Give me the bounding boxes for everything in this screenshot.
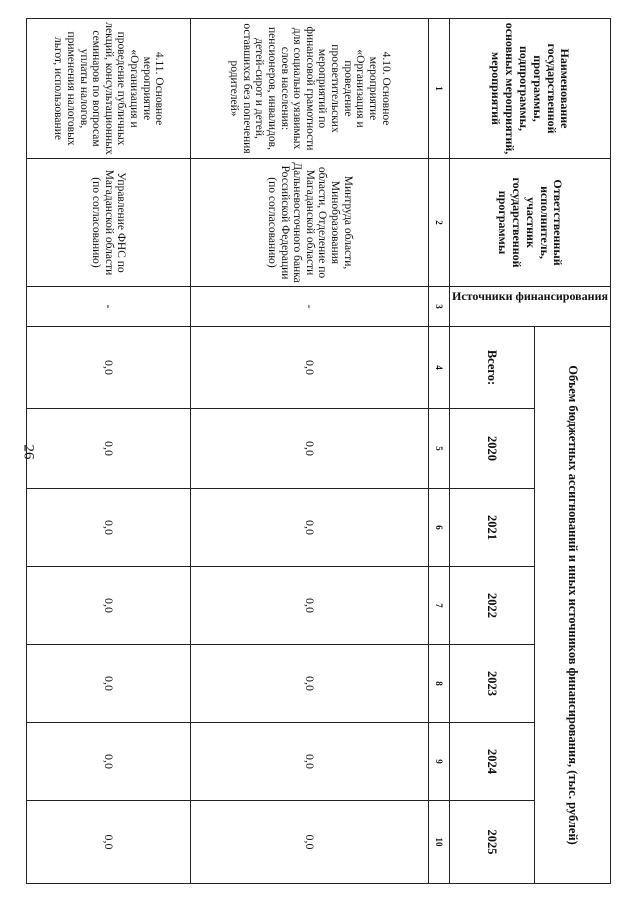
row-executor: Управление ФНС по Магаданской области (по согласованию) (27, 159, 191, 287)
column-number: 5 (429, 409, 450, 489)
header-executor: Ответственный исполнитель, участник государственной программы (450, 159, 611, 287)
row-value-2021: 0,0 (191, 489, 429, 567)
column-number: 10 (429, 801, 450, 884)
column-number: 8 (429, 645, 450, 723)
column-number: 7 (429, 567, 450, 645)
header-year-2021: 2021 (450, 489, 535, 567)
row-value-2020: 0,0 (191, 409, 429, 489)
table-row (27, 19, 191, 884)
row-name: 4.11. Основное мероприятие «Организация и проведение публичных лекций, консультационных семинаров по вопросам уплаты налогов, применения налоговых льгот, использование (27, 19, 191, 159)
header-volume: Объем бюджетных ассигнований и иных источников финансирования, (тыс. рублей) (535, 327, 611, 884)
header-source (450, 287, 611, 327)
row-value-2022: 0,0 (27, 567, 191, 645)
row-value-2022: 0,0 (191, 567, 429, 645)
row-name: 4.10. Основное мероприятие «Организация и проведение просветительских мероприятий по финансовой грамотности для социально уязвимых слоев населения: пенсионеров, инвалидов, детей-сирот и детей, оставшихся без попечения родителей» (191, 19, 429, 159)
row-source: - (27, 287, 191, 327)
row-value-2023: 0,0 (27, 645, 191, 723)
column-number: 6 (429, 489, 450, 567)
row-value-2024: 0,0 (191, 723, 429, 801)
row-value-2025: 0,0 (191, 801, 429, 884)
header-year-2024: 2024 (450, 723, 535, 801)
header-year-2025: 2025 (450, 801, 535, 884)
row-value-2025: 0,0 (27, 801, 191, 884)
column-number: 2 (429, 159, 450, 287)
header-total: Всего: (450, 327, 535, 409)
row-executor: Минтруда области, Минобразования области, Отделение по Магаданской области Дальневосточного банка Российской Федерации (по согласованию) (191, 159, 429, 287)
row-value-total: 0,0 (27, 327, 191, 409)
row-source: - (191, 287, 429, 327)
header-year-2022: 2022 (450, 567, 535, 645)
page-number: 26 (20, 444, 37, 460)
column-number: 1 (429, 19, 450, 159)
row-value-2020: 0,0 (27, 409, 191, 489)
budget-table (26, 18, 611, 884)
table-row (191, 19, 429, 884)
header-year-2023: 2023 (450, 645, 535, 723)
row-value-2021: 0,0 (27, 489, 191, 567)
rotated-table-wrapper (52, 18, 611, 883)
column-number-row (429, 19, 450, 884)
row-value-total: 0,0 (191, 327, 429, 409)
row-value-2023: 0,0 (191, 645, 429, 723)
column-number: 4 (429, 327, 450, 409)
row-value-2024: 0,0 (27, 723, 191, 801)
header-year-2020: 2020 (450, 409, 535, 489)
header-name: Наименование государственной программы, подпрограммы, основных мероприятий, мероприятий (450, 19, 611, 159)
column-number: 3 (429, 287, 450, 327)
header-source-text: Источники финансирования (452, 289, 608, 303)
column-number: 9 (429, 723, 450, 801)
